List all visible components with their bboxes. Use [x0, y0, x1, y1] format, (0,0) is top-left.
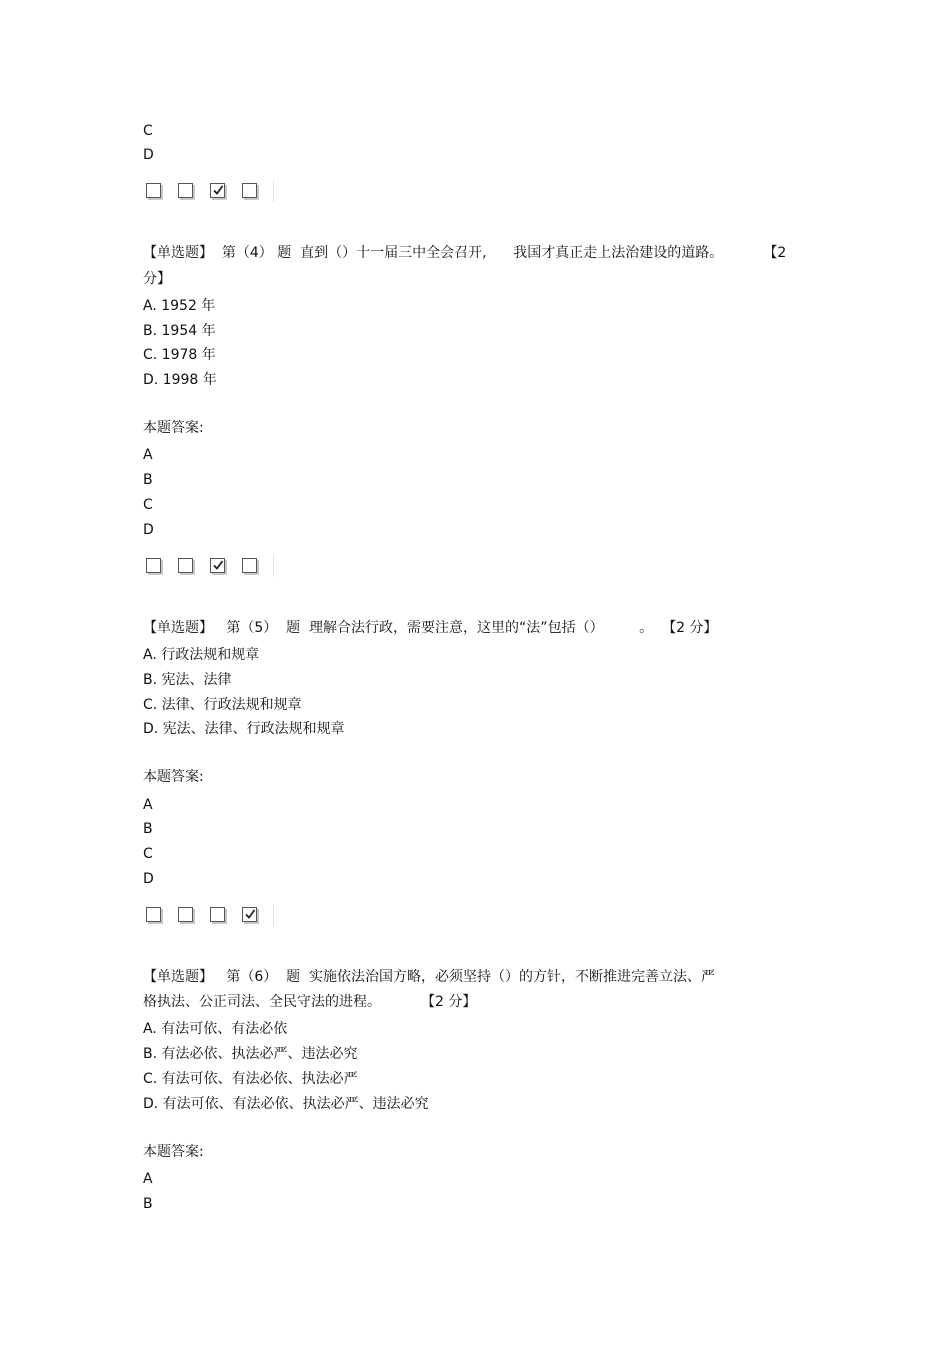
answer-checkbox-b[interactable] — [178, 183, 193, 198]
answer-checkbox-a[interactable] — [146, 183, 161, 198]
checkmark-icon — [244, 908, 256, 920]
q5-answer-b: B — [143, 821, 153, 837]
q4-option-a: A. 1952 年 — [143, 298, 216, 314]
q4-answer-label: 本题答案: — [143, 420, 204, 436]
checkmark-icon — [212, 184, 224, 196]
answer-checkbox-a[interactable] — [146, 907, 161, 922]
question-6-text-cont: 格执法、公正司法、全民守法的进程。 【2 分】 — [143, 994, 477, 1010]
answer-checkbox-c[interactable] — [210, 558, 225, 573]
answer-checkbox-c[interactable] — [210, 907, 225, 922]
q5-answer-d: D — [143, 871, 154, 887]
answer-option-c: C — [143, 123, 153, 139]
q6-option-b: B. 有法必依、执法必严、违法必究 — [143, 1046, 358, 1062]
q6-option-a: A. 有法可依、有法必依 — [143, 1021, 288, 1037]
q4-answer-c: C — [143, 497, 153, 513]
q4-answer-d: D — [143, 522, 154, 538]
q6-answer-label: 本题答案: — [143, 1144, 204, 1160]
checkbox-row-divider — [273, 180, 274, 202]
q5-option-b: B. 宪法、法律 — [143, 672, 232, 688]
question-4-text: 【单选题】 第（4） 题 直到（）十一届三中全会召开, 我国才真正走上法治建设的道路。 【2 — [143, 245, 787, 261]
q4-answer-b: B — [143, 472, 153, 488]
q4-answer-a: A — [143, 447, 153, 463]
question-6-text: 【单选题】 第（6） 题 实施依法治国方略，必须坚持（）的方针，不断推进完善立法、严 — [143, 969, 716, 985]
q4-option-d: D. 1998 年 — [143, 372, 217, 388]
q5-answer-label: 本题答案: — [143, 769, 204, 785]
answer-checkbox-c[interactable] — [210, 183, 225, 198]
answer-checkbox-a[interactable] — [146, 558, 161, 573]
checkbox-row-divider — [273, 555, 274, 577]
checkbox-row-divider — [273, 904, 274, 926]
q4-option-c: C. 1978 年 — [143, 347, 216, 363]
q4-option-b: B. 1954 年 — [143, 323, 216, 339]
answer-checkbox-d[interactable] — [242, 907, 257, 922]
q6-option-c: C. 有法可依、有法必依、执法必严 — [143, 1071, 358, 1087]
checkmark-icon — [212, 559, 224, 571]
question-4-text-cont: 分】 — [143, 271, 171, 287]
answer-checkbox-b[interactable] — [178, 907, 193, 922]
answer-checkbox-b[interactable] — [178, 558, 193, 573]
answer-checkbox-d[interactable] — [242, 558, 257, 573]
q5-option-c: C. 法律、行政法规和规章 — [143, 697, 302, 713]
question-5-text: 【单选题】 第（5） 题 理解合法行政，需要注意，这里的“法”包括（） 。 【2 分】 — [143, 620, 718, 636]
q5-option-d: D. 宪法、法律、行政法规和规章 — [143, 721, 345, 737]
answer-option-d: D — [143, 147, 154, 163]
q6-answer-a: A — [143, 1171, 153, 1187]
q6-answer-b: B — [143, 1196, 153, 1212]
q5-answer-c: C — [143, 846, 153, 862]
q5-option-a: A. 行政法规和规章 — [143, 647, 260, 663]
answer-checkbox-d[interactable] — [242, 183, 257, 198]
q6-option-d: D. 有法可依、有法必依、执法必严、违法必究 — [143, 1096, 429, 1112]
q5-answer-a: A — [143, 797, 153, 813]
